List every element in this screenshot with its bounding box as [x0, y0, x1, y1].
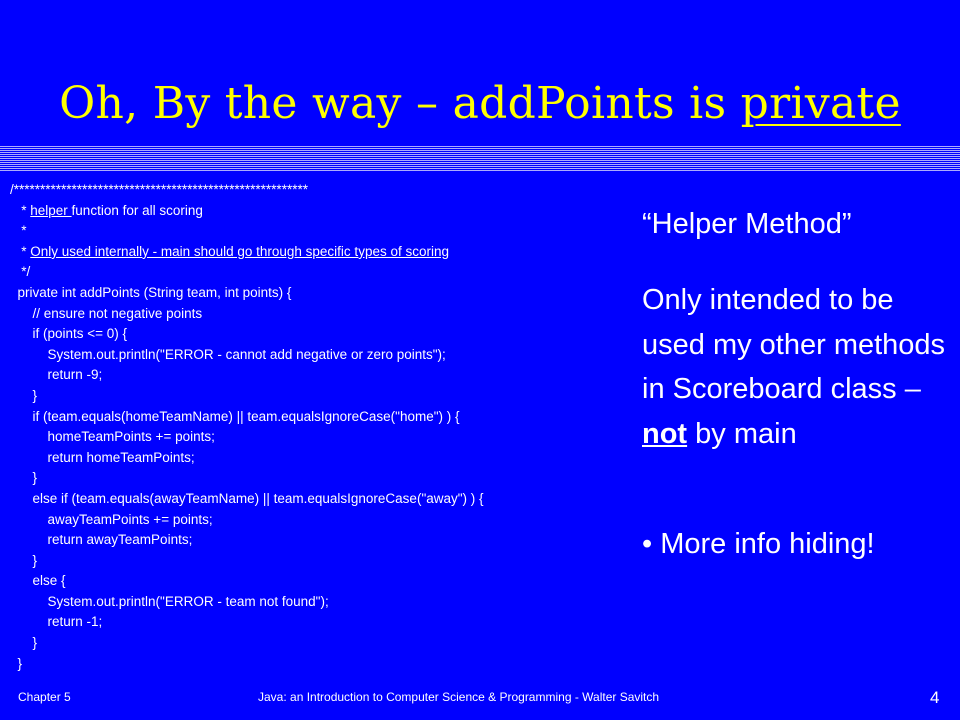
- slide-title: [0, 78, 960, 129]
- code-keyword-helper: helper: [30, 202, 72, 218]
- side-heading: “Helper Method”: [642, 208, 852, 240]
- code-line: else {: [10, 573, 66, 589]
- code-block: [10, 180, 610, 674]
- code-line: }: [10, 655, 23, 671]
- footer-page-number: 4: [930, 688, 940, 707]
- code-line: return -9;: [10, 367, 103, 383]
- side-description: [642, 278, 952, 456]
- code-line: }: [10, 552, 38, 568]
- code-line: return awayTeamPoints;: [10, 532, 193, 548]
- side-text-before: Only intended to be used my other methods in Scoreboard class –: [642, 284, 946, 405]
- code-line: /********************************************************: [10, 182, 308, 197]
- code-line-part: *: [10, 202, 31, 218]
- bullet-text: • More info hiding!: [642, 528, 875, 560]
- slide-title-emphasis: private: [740, 78, 901, 129]
- side-text-after: by main: [687, 417, 797, 450]
- code-emphasis-internal: Only used internally - main should go through specific types of scoring: [30, 243, 449, 259]
- code-line: }: [10, 635, 38, 651]
- slide-title-prefix: Oh, By the way – addPoints is: [59, 78, 741, 129]
- code-line-part: function for all scoring: [71, 202, 203, 218]
- code-line: return -1;: [10, 614, 103, 630]
- footer-chapter: Chapter 5: [18, 690, 71, 704]
- code-line: }: [10, 470, 38, 486]
- footer-course: Java: an Introduction to Computer Science & Programming - Walter Savitch: [258, 690, 660, 704]
- code-line: awayTeamPoints += points;: [10, 511, 213, 527]
- code-line-part: *: [10, 243, 31, 259]
- code-line: if (team.equals(homeTeamName) || team.equalsIgnoreCase("home") ) {: [10, 408, 460, 424]
- code-line: [10, 242, 610, 263]
- code-line: homeTeamPoints += points;: [10, 429, 215, 445]
- code-line: // ensure not negative points: [10, 305, 203, 321]
- code-line: else if (team.equals(awayTeamName) || team.equalsIgnoreCase("away") ) {: [10, 490, 484, 506]
- code-line: */: [10, 264, 31, 280]
- code-line: System.out.println("ERROR - cannot add negative or zero points");: [10, 346, 446, 362]
- code-line: private int addPoints (String team, int points) {: [10, 284, 292, 300]
- code-line: }: [10, 387, 38, 403]
- code-line: if (points <= 0) {: [10, 326, 128, 342]
- code-line: [10, 201, 610, 222]
- code-line: System.out.println("ERROR - team not found");: [10, 593, 329, 609]
- code-line: *: [10, 223, 27, 239]
- code-line: return homeTeamPoints;: [10, 449, 195, 465]
- side-text-emphasis: not: [642, 417, 688, 450]
- title-divider: [0, 146, 960, 172]
